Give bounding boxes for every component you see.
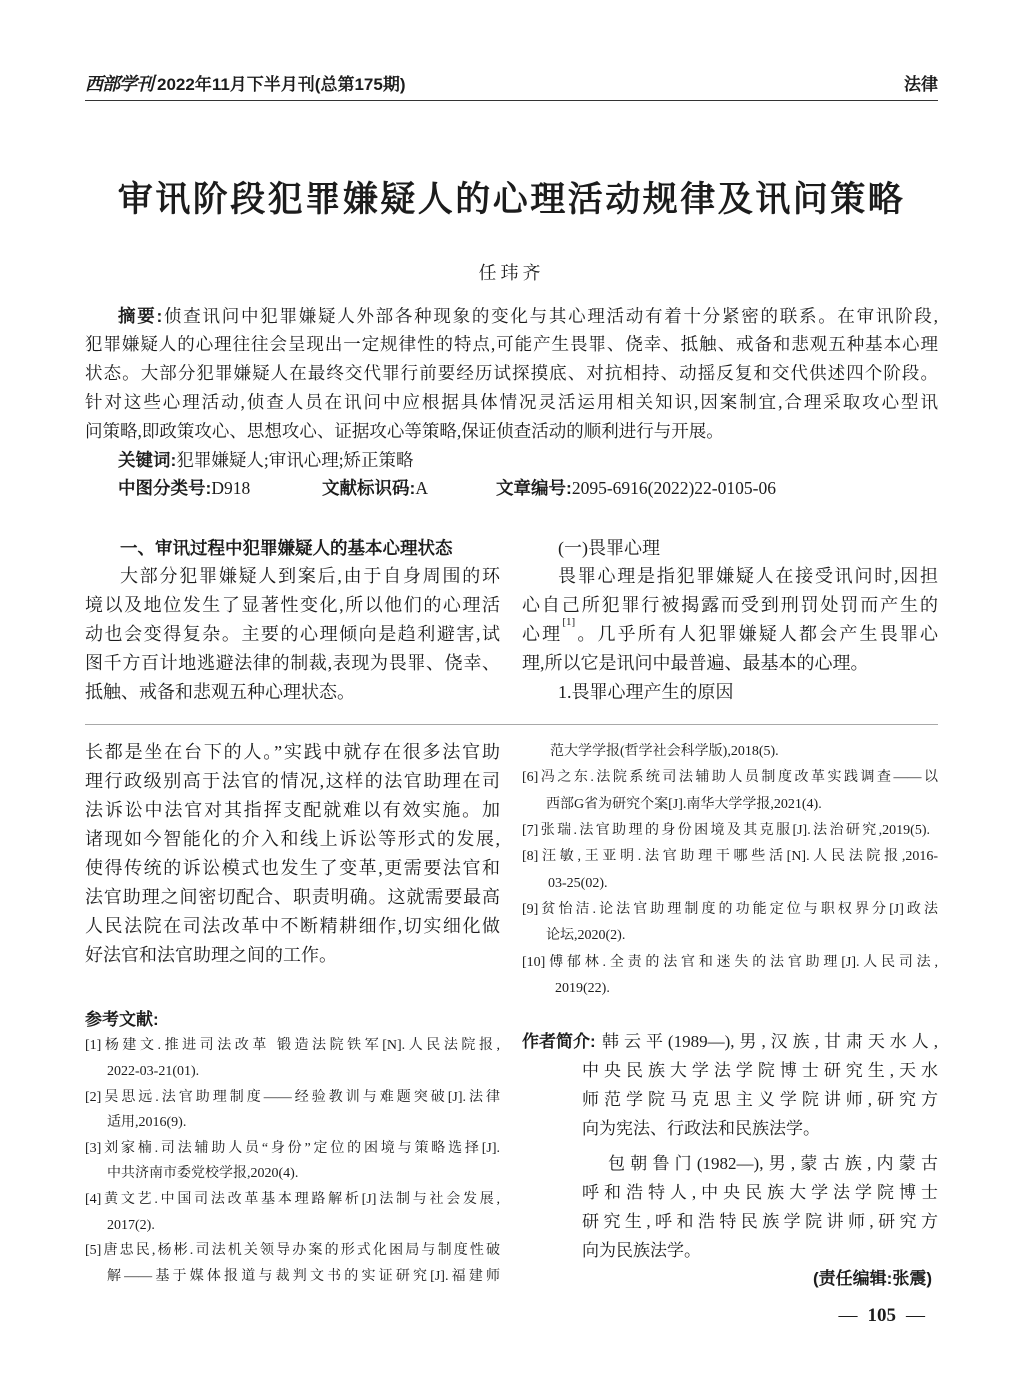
body-line: 畏罪心理是指犯罪嫌疑人在接受讯问时,因担: [558, 566, 938, 587]
reference-line: [1]杨建文.推进司法改革 锻造法院铁军[N].人民法院报,: [85, 1038, 500, 1054]
article-author: 任玮齐: [478, 263, 545, 283]
doc-code-item: [322, 474, 428, 503]
abstract-line: 犯罪嫌疑人的心理往往会呈现出一定规律性的特点,可能产生畏罪、侥幸、抵触、戒备和悲观五种基本心理: [85, 334, 938, 355]
keywords-label: 关键词:: [118, 449, 177, 470]
reference-line: 中共济南市委党校学报,2020(4).: [107, 1166, 299, 1182]
body-line: 使得传统的诉讼模式也发生了变革,更需要法官和: [85, 857, 500, 878]
body-line: 诸现如今智能化的介入和线上诉讼等形式的发展,: [85, 828, 500, 849]
body-line: 图千方百计地逃避法律的制裁,表现为畏罪、侥幸、: [85, 652, 500, 673]
reference-line: 适用,2016(9).: [107, 1115, 187, 1131]
doc-code-value: A: [415, 478, 428, 499]
reference-line: 03-25(02).: [548, 875, 608, 891]
body-text: 心理: [522, 623, 563, 644]
article-no-label: 文章编号:: [496, 478, 572, 499]
body-line: 人民法院在司法改革中不断精耕细作,切实细化做: [85, 915, 500, 936]
body-column-left-top: [85, 534, 500, 707]
abstract-block: [85, 302, 938, 504]
body-line: 抵触、戒备和悲观五种心理状态。: [85, 681, 355, 702]
keywords-line: [85, 446, 938, 475]
author-bio-line: 包朝鲁门(1982—),男,蒙古族,内蒙古: [608, 1153, 938, 1173]
author-bio-first-row: [522, 1027, 938, 1056]
body-line: 法诉讼中法官对其指挥支配就难以有效实施。加: [85, 799, 500, 820]
author-bio-line: 韩云平(1989—),男,汉族,甘肃天水人,: [602, 1031, 938, 1051]
body-line: 动也会变得复杂。主要的心理倾向是趋利避害,试: [85, 623, 500, 644]
reference-line: [3]刘家楠.司法辅助人员“身份”定位的困境与策略选择[J].: [85, 1140, 500, 1156]
abstract-line: 状态。大部分犯罪嫌疑人在最终交代罪行前要经历试探摸底、对抗相持、动摇反复和交代供述四个阶段。: [85, 363, 938, 384]
clc-value: D918: [211, 478, 251, 499]
body-line: 理行政级别高于法官的情况,这样的法官助理在司: [85, 770, 500, 791]
abstract-line: [85, 302, 938, 331]
reference-line: 2017(2).: [107, 1217, 155, 1233]
references-left: [85, 1033, 500, 1290]
body-line: 好法官和法官助理之间的工作。: [85, 944, 337, 965]
author-bio-label: 作者简介:: [522, 1031, 596, 1051]
author-bio-line: 师范学院马克思主义学院讲师,研究方: [582, 1089, 938, 1109]
reference-line: [2]吴思远.法官助理制度——经验教训与难题突破[J].法律: [85, 1089, 500, 1105]
page-dash-right: —: [906, 1305, 925, 1326]
reference-line: 论坛,2020(2).: [546, 928, 626, 944]
author-bio-1: [522, 1027, 938, 1143]
reference-line: [9]贫怡洁.论法官助理制度的功能定位与职权界分[J]政法: [522, 901, 938, 917]
responsible-editor: (责任编辑:张震): [813, 1269, 932, 1288]
page-number: [780, 1302, 925, 1330]
reference-line: 西部G省为研究个案[J].南华大学学报,2021(4).: [546, 796, 822, 812]
article-no-value: 2095-6916(2022)22-0105-06: [571, 478, 776, 499]
author-bio-line: 研究生,呼和浩特民族学院讲师,研究方: [582, 1211, 938, 1231]
reference-line: 范大学学报(哲学社会科学版),2018(5).: [550, 744, 779, 759]
article-no-item: [496, 474, 776, 503]
reference-line: [4]黄文艺.中国司法改革基本理路解析[J]法制与社会发展,: [85, 1192, 500, 1208]
clc-item: [118, 474, 250, 503]
body-line: 法官助理之间密切配合、职责明确。这就需要最高: [85, 886, 500, 907]
author-bio-line: 呼和浩特人,中央民族大学法学院博士: [582, 1182, 938, 1202]
body-line: 大部分犯罪嫌疑人到案后,由于自身周围的环: [120, 566, 500, 587]
header-left: [85, 72, 405, 98]
article-title: 审讯阶段犯罪嫌疑人的心理活动规律及讯问策略: [117, 180, 906, 219]
meta-line: [85, 474, 938, 503]
section-divider: [85, 724, 938, 725]
body-line: 长都是坐在台下的人。”实践中就存在很多法官助: [85, 741, 500, 762]
abstract-text: 侦查讯问中犯罪嫌疑人外部各种现象的变化与其心理活动有着十分紧密的联系。在审讯阶段,: [162, 305, 939, 326]
body-text: 。几乎所有人犯罪嫌疑人都会产生畏罪心: [575, 623, 939, 644]
body-column-right-top: [522, 534, 938, 707]
author-bio-line: 向为民族法学。: [582, 1240, 701, 1260]
abstract-line: 针对这些心理活动,侦查人员在讯问中应根据具体情况灵活运用相关知识,因案制宜,合理采取攻心型讯: [85, 391, 938, 412]
body-line: 境以及地位发生了显著性变化,所以他们的心理活: [85, 595, 500, 616]
reference-line: [5]唐忠民,杨彬.司法机关领导办案的形式化困局与制度性破: [85, 1243, 500, 1259]
continued-text-column: [85, 738, 500, 970]
references-right: [522, 739, 938, 1002]
body-line: [522, 615, 939, 649]
reference-line: [8]汪敏,王亚明.法官助理干哪些活[N].人民法院报,2016-: [522, 849, 938, 865]
author-bio-line: 中央民族大学法学院博士研究生,天水: [582, 1060, 938, 1080]
header-rule: [85, 100, 938, 101]
references-heading: 参考文献:: [85, 1010, 159, 1029]
sub-subsection-heading: 1.畏罪心理产生的原因: [558, 681, 734, 702]
keywords-value: 犯罪嫌疑人;审讯心理;矫正策略: [176, 449, 414, 470]
abstract-line: 问策略,即政策攻心、思想攻心、证据攻心等策略,保证侦查活动的顺利进行与开展。: [85, 420, 724, 441]
author-bio-2: [522, 1149, 938, 1265]
citation-superscript: [1]: [562, 615, 576, 628]
body-line: 心自己所犯罪行被揭露而受到刑罚处罚而产生的: [522, 595, 938, 616]
issue-info: 2022年11月下半月刊(总第175期): [157, 75, 406, 94]
reference-line: 解——基于媒体报道与裁判文书的实证研究[J].福建师: [107, 1269, 500, 1285]
author-bio-line: 向为宪法、行政法和民族法学。: [582, 1118, 820, 1138]
subsection-heading: (一)畏罪心理: [558, 537, 660, 558]
page-dash-left: —: [838, 1305, 858, 1326]
reference-line: 2019(22).: [555, 980, 610, 996]
page-number-value: 105: [867, 1305, 896, 1326]
body-line: 理,所以它是讯问中最普遍、最基本的心理。: [522, 652, 869, 673]
running-header: [85, 72, 938, 98]
section-heading: 一、审讯过程中犯罪嫌疑人的基本心理状态: [120, 537, 453, 558]
reference-line: 2022-03-21(01).: [107, 1063, 200, 1079]
reference-line: [10]傅郁林.全责的法官和迷失的法官助理[J].人民司法,: [522, 954, 938, 970]
clc-label: 中图分类号:: [118, 478, 212, 499]
section-tag: 法律: [904, 75, 938, 94]
reference-line: [6]冯之东.法院系统司法辅助人员制度改革实践调查——以: [522, 770, 938, 786]
reference-line: [7]张瑞.法官助理的身份困境及其克服[J].法治研究,2019(5).: [522, 822, 930, 838]
doc-code-label: 文献标识码:: [322, 478, 416, 499]
journal-logo: 西部学刊: [85, 74, 153, 95]
abstract-label: 摘要:: [118, 305, 163, 326]
